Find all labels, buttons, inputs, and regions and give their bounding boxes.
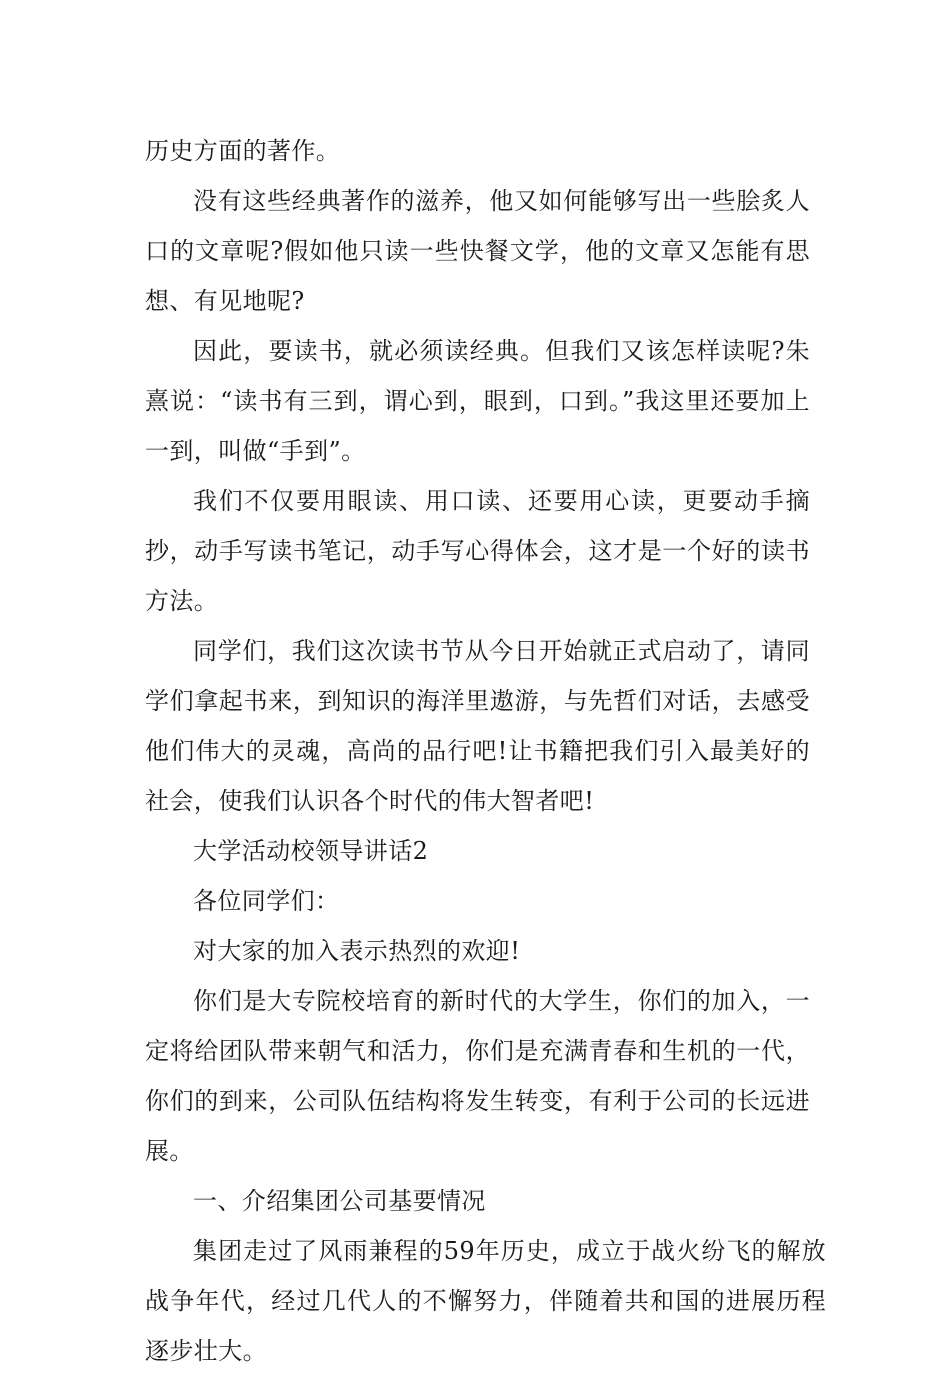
paragraph-welcome: 对大家的加入表示热烈的欢迎! — [193, 937, 521, 965]
paragraph-new-students: 你们是大专院校培育的新时代的大学生，你们的加入，一定将给团队带来朝气和活力，你们是充满青春和生机的一代，你们的到来，公司队伍结构将发生转变，有利于公司的长远进展。 — [145, 987, 810, 1165]
paragraph-2: 没有这些经典著作的滋养，他又如何能够写出一些脍炙人口的文章呢?假如他只读一些快餐文学，他的文章又怎能有思想、有见地呢? — [145, 187, 810, 315]
document-body — [145, 126, 826, 1376]
section-heading-speech-2: 大学活动校领导讲话2 — [193, 837, 429, 865]
paragraph-company-history: 集团走过了风雨兼程的59年历史，成立于战火纷飞的解放战争年代，经过几代人的不懈努力，伴随着共和国的进展历程逐步壮大。 — [145, 1237, 826, 1365]
paragraph-4: 我们不仅要用眼读、用口读、还要用心读，更要动手摘抄，动手写读书笔记，动手写心得体会，这才是一个好的读书方法。 — [145, 487, 810, 615]
paragraph-5: 同学们，我们这次读书节从今日开始就正式启动了，请同学们拿起书来，到知识的海洋里遨游，与先哲们对话，去感受他们伟大的灵魂，高尚的品行吧!让书籍把我们引入最美好的社会，使我们认识各个时代的伟大智者吧! — [145, 637, 810, 815]
paragraph-1: 历史方面的著作。 — [145, 137, 341, 165]
section-heading-company-intro: 一、介绍集团公司基要情况 — [193, 1187, 486, 1215]
paragraph-3: 因此，要读书，就必须读经典。但我们又该怎样读呢?朱熹说：“读书有三到，谓心到，眼到，口到。”我这里还要加上一到，叫做“手到”。 — [145, 337, 810, 465]
salutation: 各位同学们： — [193, 887, 340, 915]
